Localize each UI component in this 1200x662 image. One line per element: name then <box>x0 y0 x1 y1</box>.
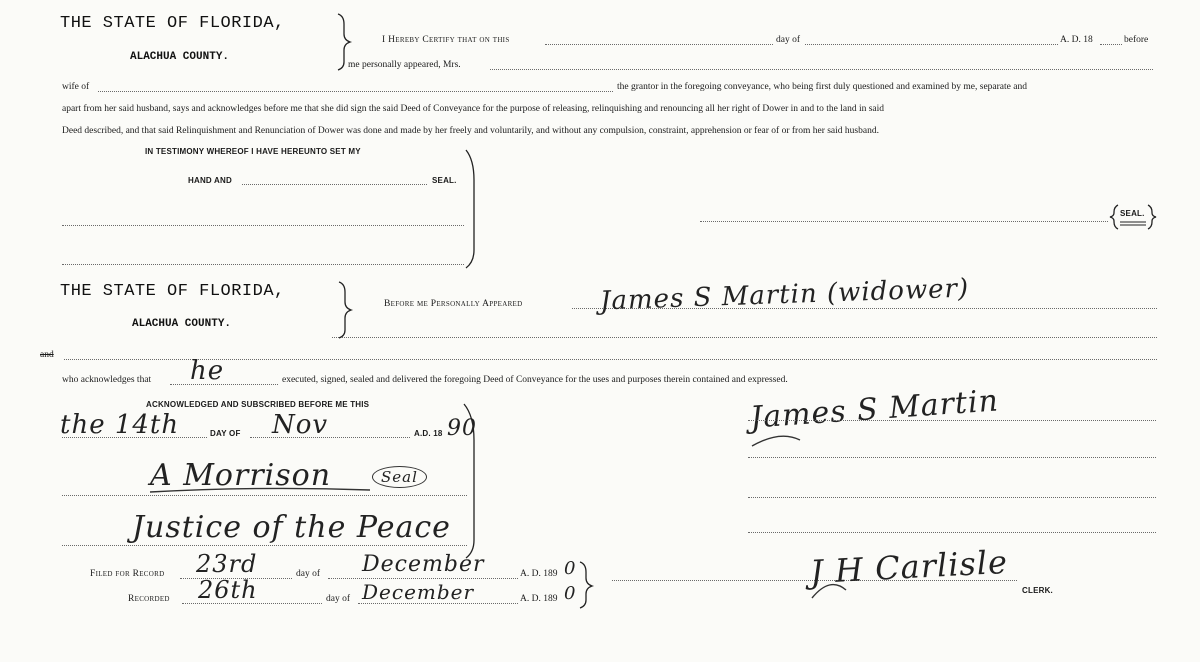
day-of-label: day of <box>776 35 801 45</box>
ack-day-of-label: DAY OF <box>210 429 241 438</box>
ack-year-handwritten: 90 <box>447 416 477 441</box>
justice-title-handwritten: Justice of the Peace <box>132 510 451 545</box>
ad-year-label: A. D. 18 <box>1060 35 1093 45</box>
state-brace-1 <box>338 14 350 70</box>
state-heading-1: THE STATE OF FLORIDA, <box>60 14 285 33</box>
grantor-text: the grantor in the foregoing conveyance, who being first duly questioned and examined by me, separate and <box>617 82 1027 92</box>
testimony-bracket <box>466 150 474 268</box>
wife-of-label: wife of <box>62 82 90 92</box>
justice-name-handwritten: A Morrison <box>150 458 332 493</box>
ack-ad-label: A.D. 18 <box>414 429 443 438</box>
county-label-1: ALACHUA COUNTY. <box>130 51 230 63</box>
justice-underline <box>150 488 370 492</box>
me-appeared-label: me personally appeared, Mrs. <box>348 60 461 70</box>
certify-intro: I Hereby Certify that on this <box>382 35 510 45</box>
testimony-heading: IN TESTIMONY WHEREOF I HAVE HEREUNTO SET MY <box>145 147 361 156</box>
ack-bracket <box>464 404 474 558</box>
appeared-name-handwritten: James S Martin (widower) <box>599 273 970 317</box>
filed-for-record-label: Filed for Record <box>90 569 165 579</box>
struck-and: and <box>40 350 54 360</box>
hand-and-label: HAND AND <box>188 176 232 185</box>
clerk-label: CLERK. <box>1022 586 1053 595</box>
seal-box-right <box>1148 205 1156 229</box>
recorded-day-handwritten: 26th <box>198 576 258 604</box>
ack-month-handwritten: Nov <box>272 410 329 440</box>
county-label-2: ALACHUA COUNTY. <box>132 318 232 330</box>
filed-month-handwritten: December <box>362 552 485 577</box>
filed-year-handwritten: 0 <box>564 558 577 579</box>
seal-box-label: SEAL. <box>1120 209 1145 218</box>
before-me-appeared: Before me Personally Appeared <box>384 299 523 309</box>
seal-label-1: SEAL. <box>432 176 457 185</box>
executed-text: executed, signed, sealed and delivered the foregoing Deed of Conveyance for the uses and purposes therein contained and expressed. <box>282 375 788 385</box>
clerk-signature-handwritten: J H Carlisle <box>809 542 1009 592</box>
seal-box-left <box>1110 205 1118 229</box>
filed-day-of-label: day of <box>296 569 321 579</box>
filing-brace <box>580 562 592 608</box>
recorded-month-handwritten: December <box>362 580 475 604</box>
state-brace-2 <box>339 282 351 338</box>
grantor-signature-handwritten: James S Martin <box>749 383 1000 436</box>
signature-underline <box>752 436 800 446</box>
filed-day-handwritten: 23rd <box>196 550 258 578</box>
who-acknowledges-label: who acknowledges that <box>62 375 152 385</box>
filed-ad-label: A. D. 189 <box>520 569 558 579</box>
clerk-underline <box>812 585 846 598</box>
recorded-label: Recorded <box>128 594 170 604</box>
recorded-day-of-label: day of <box>326 594 351 604</box>
before-label: before <box>1124 35 1149 45</box>
recorded-year-handwritten: 0 <box>564 583 577 604</box>
acknowledged-heading: ACKNOWLEDGED AND SUBSCRIBED BEFORE ME THIS <box>146 400 370 409</box>
pronoun-handwritten: he <box>190 356 225 386</box>
recorded-ad-label: A. D. 189 <box>520 594 558 604</box>
state-heading-2: THE STATE OF FLORIDA, <box>60 282 285 301</box>
deed-text: Deed described, and that said Relinquishment and Renunciation of Dower was done and made by her freely and voluntarily, and without any compulsion, constraint, apprehension or fear of or from her said husband. <box>62 126 879 136</box>
justice-seal-handwritten: Seal <box>372 466 427 488</box>
ack-day-handwritten: the 14th <box>60 410 180 440</box>
apart-text: apart from her said husband, says and acknowledges before me that she did sign the said Deed of Conveyance for the purpose of releasing, relinquishing and renouncing all her right of Dower in and to the land in said <box>62 104 885 114</box>
